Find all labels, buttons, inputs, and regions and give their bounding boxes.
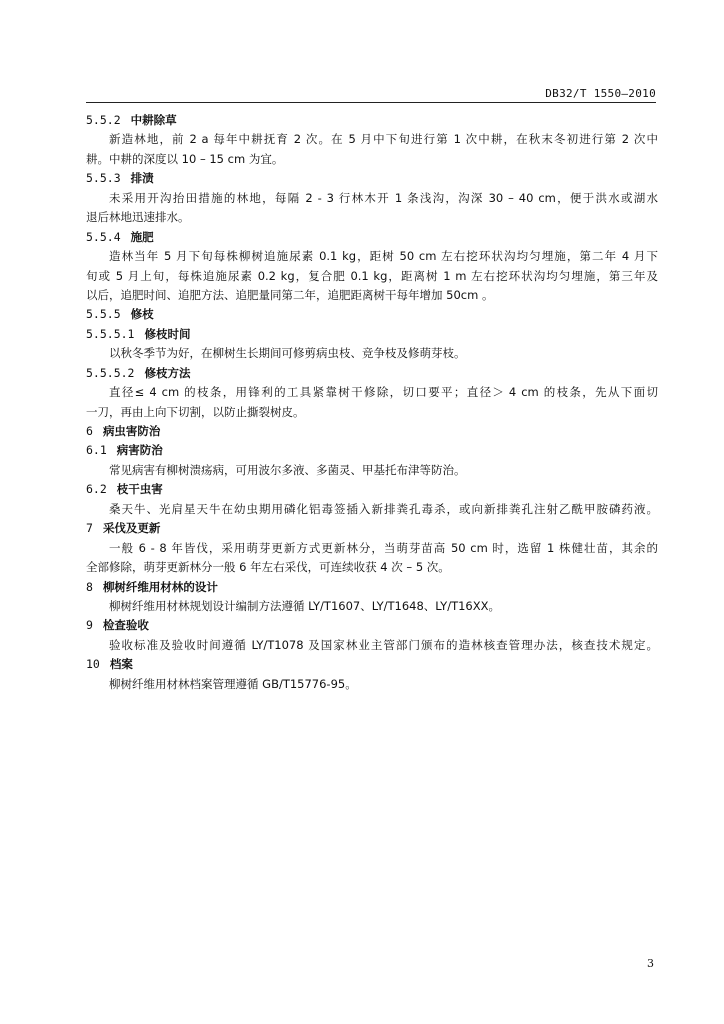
paragraph-line: 以秋冬季节为好，在柳树生长期间可修剪病虫枝、竞争枝及修萌芽枝。 — [109, 346, 466, 361]
section-number: 5.5.3 — [86, 171, 121, 186]
section-heading-6-2 — [86, 480, 658, 499]
paragraph-line: 一刀，再由上向下切割，以防止撕裂树皮。 — [86, 404, 305, 419]
section-number: 8 — [86, 579, 93, 594]
paragraph-line: 退后林地迅速排水。 — [86, 210, 190, 225]
section-number: 6 — [86, 424, 93, 438]
header-rule — [86, 102, 656, 103]
section-heading-5-5-2 — [86, 111, 658, 130]
section-heading-5-5-5 — [86, 305, 658, 324]
section-number: 7 — [86, 521, 93, 536]
section-heading-5-5-5-1 — [86, 325, 658, 344]
paragraph-line: 柳树纤维用材林规划设计编制方法遵循 LY/T1607、LY/T1648、LY/T16XX。 — [109, 598, 500, 613]
paragraph-line: 全部修除，萌芽更新林分一般 6 年左右采伐，可连续收获 4 次 – 5 次。 — [86, 560, 450, 575]
section-number: 6.1 — [86, 443, 107, 458]
standard-code: DB32/T 1550—2010 — [545, 87, 656, 100]
paragraph-line: 新造林地，前 2 a 每年中耕抚育 2 次。在 5 月中下旬进行第 1 次中耕，在秋末冬初进行第 2 次中 — [109, 132, 658, 147]
section-title: 采伐及更新 — [102, 521, 161, 536]
paragraph-line: 桑天牛、光肩星天牛在幼虫期用磷化铝毒签插入新排粪孔毒杀，或向新排粪孔注射乙酰甲胺磷药液。 — [109, 501, 658, 516]
paragraph-line: 耕。中耕的深度以 10 – 15 cm 为宜。 — [86, 151, 284, 166]
section-title: 排渍 — [130, 171, 154, 186]
section-title: 施肥 — [130, 229, 154, 244]
section-title: 中耕除草 — [130, 113, 177, 127]
section-title: 枝干虫害 — [116, 482, 163, 497]
page-number: 3 — [647, 957, 654, 970]
section-heading-6 — [86, 422, 658, 441]
section-title: 柳树纤维用材林的设计 — [102, 579, 218, 594]
section-heading-5-5-4 — [86, 228, 658, 247]
section-number: 6.2 — [86, 482, 107, 497]
section-heading-8 — [86, 578, 658, 597]
paragraph-line: 验收标准及验收时间遵循 LY/T1078 及国家林业主管部门颁布的造林核查管理办法，核查技术规定。 — [109, 637, 658, 652]
section-title: 病虫害防治 — [102, 424, 161, 438]
paragraph-line: 柳树纤维用材林档案管理遵循 GB/T15776-95。 — [109, 676, 357, 691]
section-title: 检查验收 — [102, 618, 149, 633]
paragraph-line: 以后，追肥时间、追肥方法、追肥量同第二年，追肥距离树干每年增加 50cm 。 — [86, 287, 494, 302]
section-title: 病害防治 — [116, 443, 163, 458]
paragraph-line: 旬或 5 月上旬，每株追施尿素 0.2 kg，复合肥 0.1 kg，距离树 1 m 左右挖环状沟均匀埋施，第三年及 — [86, 268, 658, 283]
section-number: 5.5.5.2 — [86, 365, 135, 380]
section-title: 档案 — [109, 657, 133, 672]
section-title: 修枝 — [130, 307, 154, 322]
section-number: 9 — [86, 618, 93, 633]
section-number: 5.5.4 — [86, 229, 121, 244]
section-number: 5.5.2 — [86, 113, 121, 127]
paragraph-line: 直径≤ 4 cm 的枝条，用锋利的工具紧靠树干修除，切口要平；直径＞ 4 cm 的枝条，先从下面切 — [109, 385, 658, 400]
paragraph-line: 造林当年 5 月下旬每株柳树追施尿素 0.1 kg，距树 50 cm 左右挖环状沟均匀埋施，第二年 4 月下 — [109, 249, 658, 264]
section-number: 5.5.5.1 — [86, 326, 135, 341]
section-title: 修枝方法 — [144, 365, 191, 380]
paragraph-line: 一般 6 - 8 年皆伐，采用萌芽更新方式更新林分，当萌芽苗高 50 cm 时，选留 1 株健壮苗，其余的 — [109, 540, 658, 555]
section-heading-7 — [86, 519, 658, 538]
section-number: 5.5.5 — [86, 307, 121, 322]
section-title: 修枝时间 — [144, 326, 191, 341]
section-heading-5-5-5-2 — [86, 364, 658, 383]
section-heading-5-5-3 — [86, 169, 658, 188]
section-heading-6-1 — [86, 441, 658, 460]
section-heading-9 — [86, 616, 658, 635]
document-body — [86, 111, 658, 694]
paragraph-line: 常见病害有柳树溃疡病，可用波尔多液、多菌灵、甲基托布津等防治。 — [109, 462, 466, 477]
section-number: 10 — [86, 657, 100, 672]
section-heading-10 — [86, 655, 658, 674]
paragraph-line: 未采用开沟抬田措施的林地，每隔 2 - 3 行林木开 1 条浅沟，沟深 30 – 40 cm，便于洪水或湖水 — [109, 190, 658, 205]
